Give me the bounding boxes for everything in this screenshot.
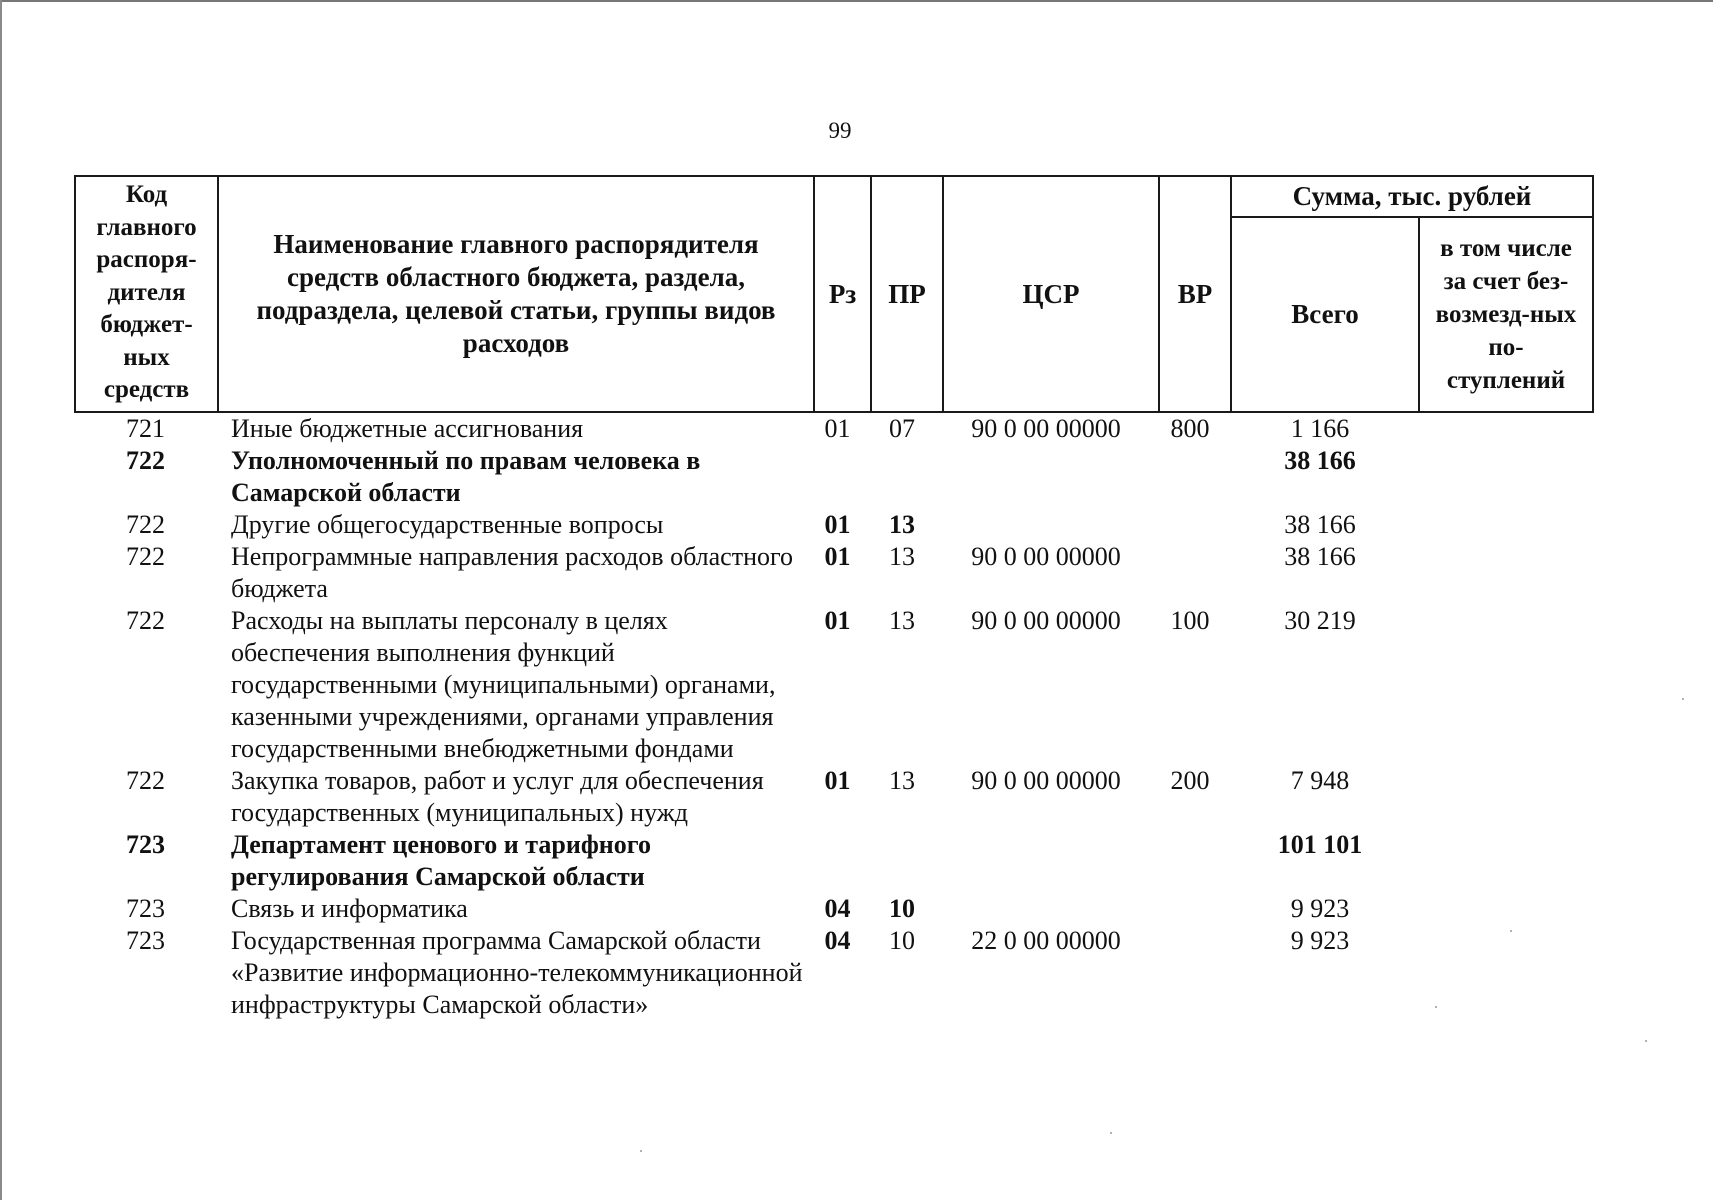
header-pr: [870, 175, 944, 413]
header-vr-label: ВР: [1177, 278, 1213, 309]
cell-csr: 90 0 00 00000: [971, 542, 1121, 571]
cell-pr: 07: [889, 414, 915, 443]
cell-code: 722: [126, 446, 165, 475]
cell-csr: 90 0 00 00000: [971, 414, 1121, 443]
table-row: [74, 925, 1594, 1021]
cell-vr: 100: [1170, 606, 1210, 635]
header-incl: [1418, 216, 1594, 413]
cell-pr: 13: [889, 542, 915, 571]
cell-code: 723: [126, 894, 165, 923]
header-sum-group: [1230, 175, 1594, 218]
scan-speck: [640, 1150, 642, 1152]
cell-total: 30 219: [1284, 606, 1356, 635]
cell-rz: 01: [824, 606, 851, 635]
header-name-label: Наименование главного распорядителя средств областного бюджета, раздела, подраздела, целевой статьи, группы видов расходов: [256, 229, 776, 358]
cell-name: Закупка товаров, работ и услуг для обеспечения государственных (муниципальных) нужд: [231, 766, 764, 827]
scan-speck: [1645, 1040, 1647, 1042]
cell-csr: 90 0 00 00000: [971, 766, 1121, 795]
cell-code: 722: [126, 542, 165, 571]
header-total: [1230, 216, 1420, 413]
cell-pr: 10: [889, 926, 915, 955]
table-row: [74, 829, 1594, 893]
cell-rz: 04: [824, 926, 851, 955]
table-row: [74, 509, 1594, 541]
cell-csr: 90 0 00 00000: [971, 606, 1121, 635]
header-name: [217, 175, 815, 413]
cell-code: 722: [126, 606, 165, 635]
cell-total: 9 923: [1290, 894, 1350, 923]
header-rz-label: Рз: [828, 278, 857, 309]
cell-name: Непрограммные направления расходов областного бюджета: [231, 542, 793, 603]
header-sum-group-label: Сумма, тыс. рублей: [1292, 181, 1532, 211]
cell-code: 722: [126, 766, 165, 795]
table-row: [74, 765, 1594, 829]
cell-name: Иные бюджетные ассигнования: [231, 414, 584, 443]
budget-table-body: [74, 413, 1594, 1021]
cell-csr: 22 0 00 00000: [971, 926, 1121, 955]
header-code-label: Код главного распоря-дителя бюджет-ных средств: [96, 181, 197, 403]
cell-name: Государственная программа Самарской области «Развитие информационно-телекоммуникационной инфраструктуры Самарской области»: [231, 926, 803, 1019]
table-row: [74, 893, 1594, 925]
cell-name: Департамент ценового и тарифного регулирования Самарской области: [231, 830, 651, 891]
cell-rz: 01: [824, 510, 851, 539]
cell-code: 723: [126, 926, 165, 955]
header-incl-label: в том числе за счет без-возмезд-ных по-ступлений: [1435, 235, 1577, 394]
header-pr-label: ПР: [888, 278, 926, 309]
cell-pr: 13: [889, 510, 915, 539]
cell-name: Связь и информатика: [231, 894, 468, 923]
cell-name: Уполномоченный по правам человека в Самарской области: [231, 446, 701, 507]
cell-total: 38 166: [1284, 542, 1356, 571]
header-code: [74, 175, 219, 413]
cell-vr: 200: [1170, 766, 1210, 795]
cell-pr: 13: [889, 766, 915, 795]
cell-vr: 800: [1170, 414, 1210, 443]
cell-name: Другие общегосударственные вопросы: [231, 510, 664, 539]
header-total-label: Всего: [1291, 299, 1359, 329]
scan-speck: [1510, 930, 1512, 932]
cell-code: 721: [126, 414, 165, 443]
scan-speck: [1110, 1132, 1112, 1134]
cell-code: 722: [126, 510, 165, 539]
scan-edge-left: [0, 0, 2, 1200]
cell-pr: 13: [889, 606, 915, 635]
cell-rz: 04: [824, 894, 851, 923]
cell-total: 38 166: [1284, 510, 1356, 539]
page-number: 99: [828, 118, 852, 143]
scan-edge-top: [0, 0, 1713, 2]
cell-total: 101 101: [1277, 830, 1363, 859]
cell-total: 7 948: [1290, 766, 1350, 795]
table-row: [74, 413, 1594, 445]
scan-speck: [1435, 1006, 1437, 1008]
cell-name: Расходы на выплаты персоналу в целях обеспечения выполнения функций государственными (муниципальными) органами, казенными учреждениями, органами управления государственными внебюджетными фондами: [231, 606, 776, 763]
cell-rz: 01: [824, 542, 851, 571]
cell-total: 1 166: [1290, 414, 1350, 443]
cell-code: 723: [126, 830, 165, 859]
scan-speck: [1682, 698, 1684, 700]
table-row: [74, 605, 1594, 765]
cell-pr: 10: [889, 894, 915, 923]
cell-rz: 01: [824, 766, 851, 795]
header-vr: [1158, 175, 1232, 413]
header-csr: [942, 175, 1160, 413]
header-csr-label: ЦСР: [1022, 278, 1080, 309]
cell-total: 9 923: [1290, 926, 1350, 955]
cell-rz: 01: [824, 414, 851, 443]
table-row: [74, 445, 1594, 509]
header-rz: [813, 175, 872, 413]
table-row: [74, 541, 1594, 605]
cell-total: 38 166: [1284, 446, 1356, 475]
